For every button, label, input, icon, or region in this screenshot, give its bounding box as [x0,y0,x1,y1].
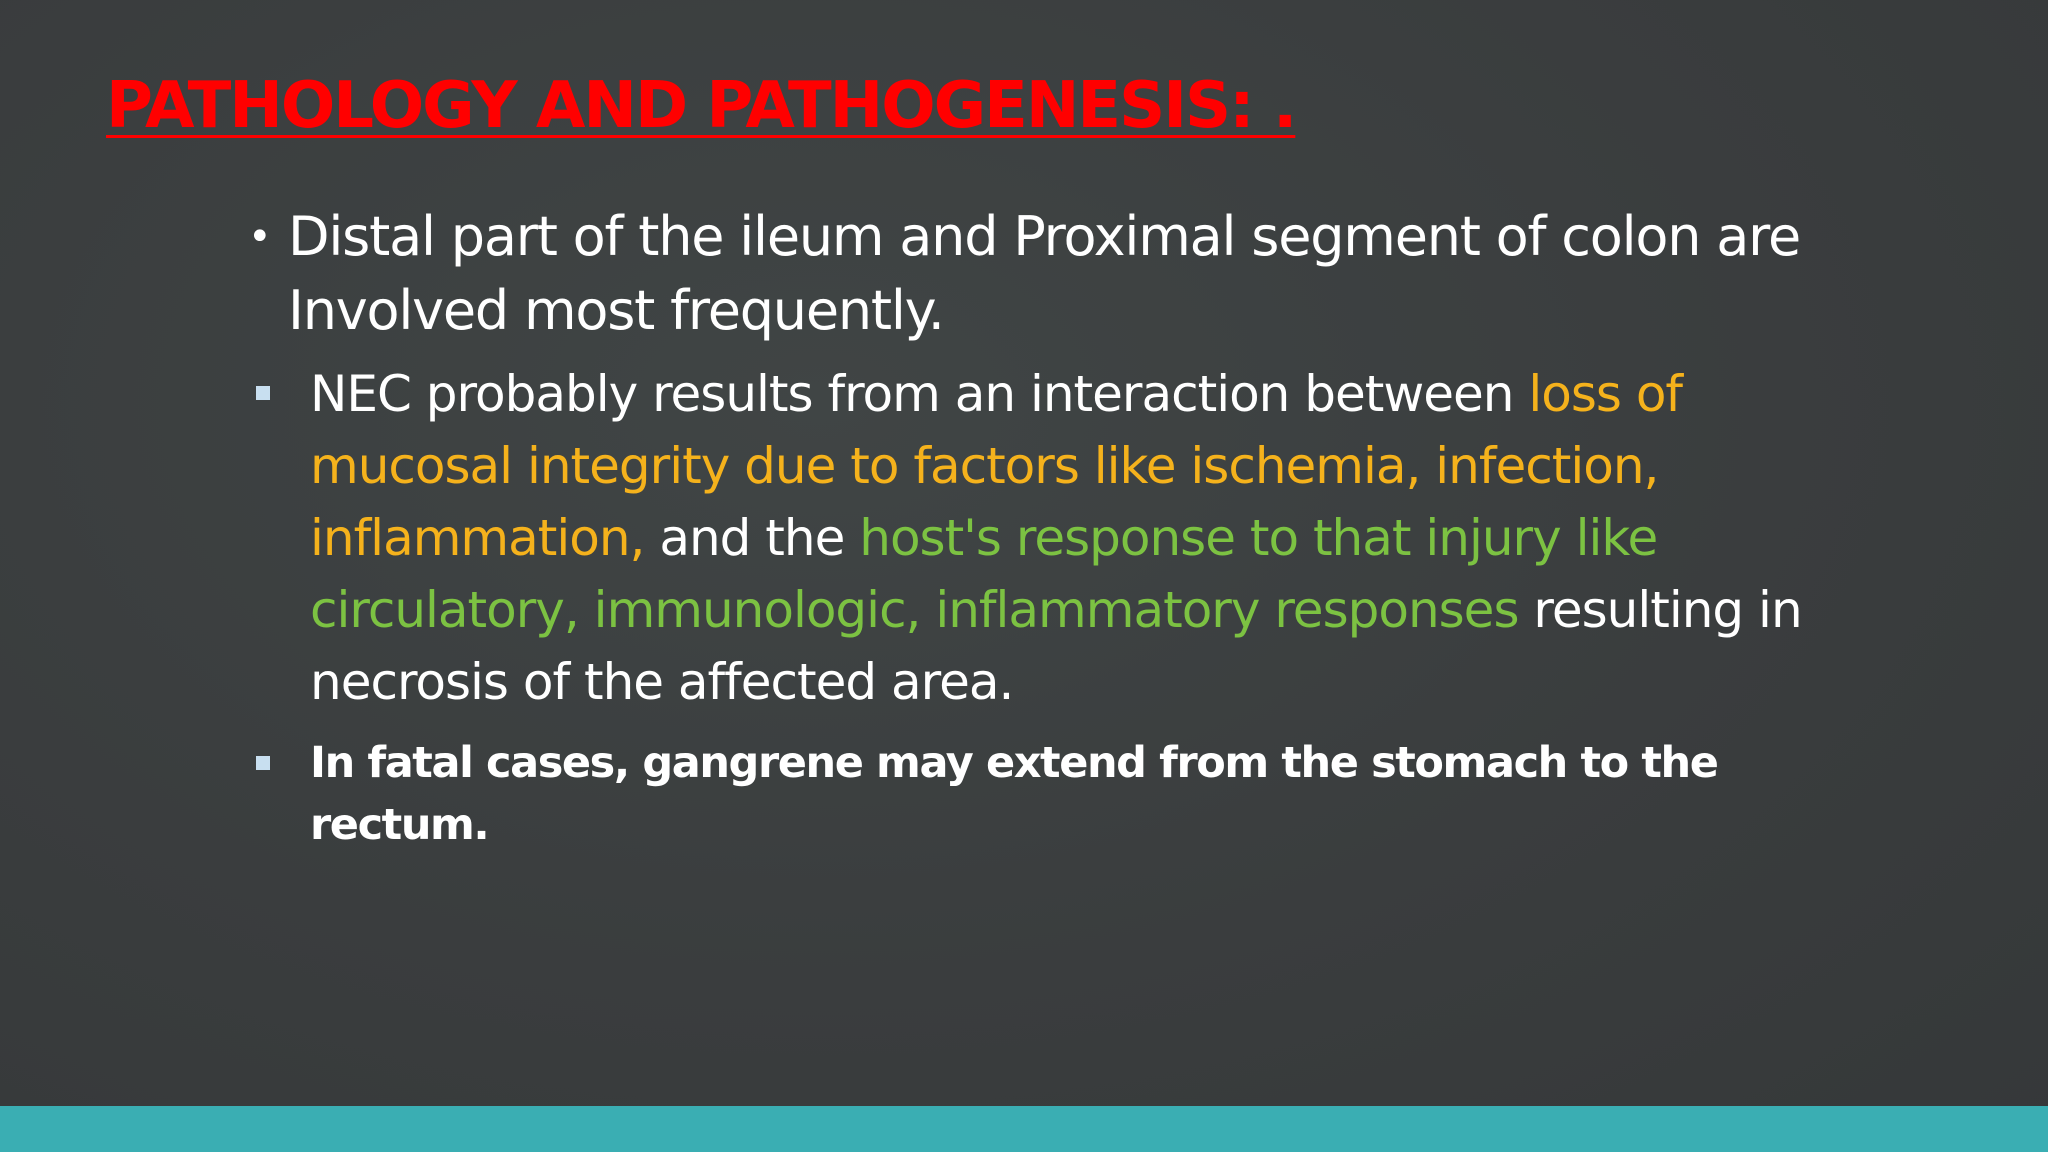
bullet-3-text: In fatal cases, gangrene may extend from the stomach to the rectum. [310,738,1718,850]
bottom-accent-bar [0,1106,2048,1152]
bullet-2-intro-text: NEC probably results from an interaction between [310,365,1529,423]
bullet-2-mucosal-integrity-highlight: loss of mucosal integrity due to factors like ischemia, infection, inflammation, [310,365,1683,567]
bullet-2-outcome-text: resulting in necrosis of the affected area. [310,581,1802,711]
bullet-1-text: Distal part of the ileum and Proximal segment of colon are Involved most frequently. [288,205,1800,342]
bullet-2-connector-text: and the [644,509,860,567]
bullet-item-2 [240,358,1860,718]
slide-title: PATHOLOGY AND PATHOGENESIS: . [106,69,1296,143]
round-bullet-icon: • [248,214,271,260]
bullet-2-host-response-highlight: host's response to that injury like circulatory, immunologic, inflammatory responses [310,509,1658,639]
slide-content [240,200,1860,856]
bullet-item-3 [240,732,1860,856]
bullet-item-1 [240,200,1860,348]
square-bullet-icon [256,756,270,770]
square-bullet-icon [256,386,270,400]
